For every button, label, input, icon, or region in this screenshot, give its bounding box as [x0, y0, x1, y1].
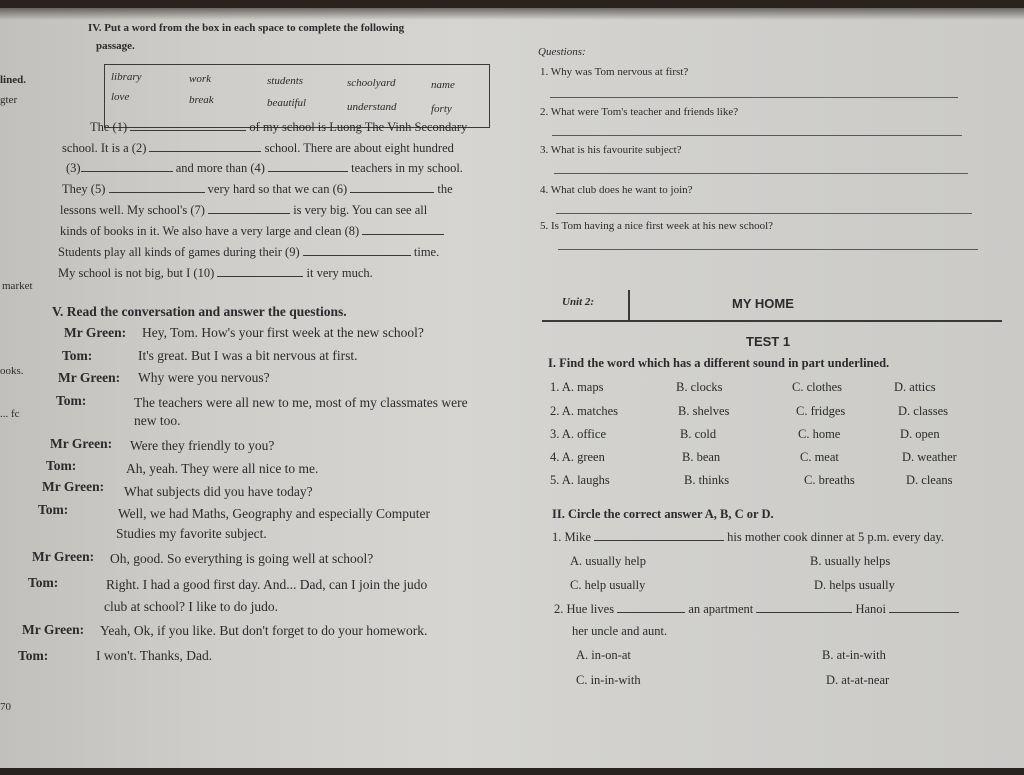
mc-option: C. in-in-with [576, 673, 641, 687]
dialogue-line: I won't. Thanks, Dad. [96, 648, 213, 663]
speaker: Mr Green: [58, 370, 121, 385]
option-row-2c: C. fridges [796, 404, 846, 418]
box-word: name [431, 79, 455, 91]
dialogue-line: club at school? I like to do judo. [104, 599, 278, 614]
dialogue-line: Oh, good. So everything is going well at school? [110, 551, 374, 566]
mc-question-2-cont: her uncle and aunt. [572, 624, 668, 638]
textbook-page [0, 8, 1024, 768]
dialogue-line: new too. [134, 413, 181, 428]
speaker: Mr Green: [64, 325, 127, 340]
mc-option: B. usually helps [810, 554, 891, 568]
dialogue-line: The teachers were all new to me, most of my classmates were [134, 395, 468, 410]
option-row-1c: C. clothes [792, 380, 842, 394]
option-row-2d: D. classes [898, 404, 948, 418]
section-1-heading: I. Find the word which has a different sound in part underlined. [548, 356, 890, 370]
question-3: 3. What is his favourite subject? [540, 144, 682, 156]
exercise-5-heading: V. Read the conversation and answer the questions. [52, 304, 347, 319]
dialogue-line: Hey, Tom. How's your first week at the new school? [142, 325, 424, 340]
option-row-1a: 1. A. maps [550, 380, 604, 394]
option-row-1b: B. clocks [676, 380, 723, 394]
option-row-1d: D. attics [894, 380, 936, 394]
box-word: work [189, 73, 211, 85]
question-2: 2. What were Tom's teacher and friends like? [540, 106, 739, 118]
speaker: Mr Green: [32, 549, 95, 564]
passage-line: My school is not big, but I (10) it very much. [58, 266, 373, 280]
answer-line [552, 134, 962, 136]
passage-line: The (1) of my school is Luong The Vinh Secondary [90, 120, 468, 134]
box-word: forty [431, 103, 452, 115]
dialogue-line: Yeah, Ok, if you like. But don't forget to do your homework. [100, 623, 428, 638]
box-word: break [189, 94, 214, 106]
margin-fragment: lined. [0, 74, 26, 86]
option-row-3a: 3. A. office [550, 427, 607, 441]
speaker: Mr Green: [22, 622, 85, 637]
speaker: Tom: [56, 393, 87, 408]
speaker: Tom: [62, 348, 93, 363]
box-word: beautiful [267, 97, 307, 109]
option-row-2b: B. shelves [678, 404, 730, 418]
option-row-5a: 5. A. laughs [550, 473, 610, 487]
box-word: schoolyard [347, 77, 396, 89]
option-row-3c: C. home [798, 427, 841, 441]
option-row-5d: D. cleans [906, 473, 953, 487]
option-row-3d: D. open [900, 427, 940, 441]
mc-option: C. help usually [570, 578, 646, 592]
passage-line: lessons well. My school's (7) is very big. You can see all [60, 203, 428, 217]
option-row-4a: 4. A. green [550, 450, 605, 464]
answer-line [558, 248, 978, 250]
exercise-4-heading: passage. [96, 40, 135, 52]
speaker: Tom: [38, 502, 69, 517]
word-box [104, 64, 490, 128]
unit-title: MY HOME [732, 296, 794, 311]
speaker: Tom: [18, 648, 49, 663]
option-row-2a: 2. A. matches [550, 404, 619, 418]
margin-fragment: ooks. [0, 365, 24, 377]
exercise-4-heading: IV. Put a word from the box in each space to complete the following [88, 22, 405, 34]
page-number: 70 [0, 701, 11, 713]
top-shadow [0, 0, 1024, 20]
mc-option: D. helps usually [814, 578, 895, 592]
passage-line: school. It is a (2) school. There are about eight hundred [62, 141, 454, 155]
option-row-4b: B. bean [682, 450, 721, 464]
answer-line [554, 172, 968, 174]
passage-line: Students play all kinds of games during their (9) time. [58, 245, 440, 259]
mc-option: B. at-in-with [822, 648, 886, 662]
question-1: 1. Why was Tom nervous at first? [540, 66, 689, 78]
option-row-5b: B. thinks [684, 473, 730, 487]
unit-divider [628, 290, 630, 322]
questions-title: Questions: [538, 46, 586, 58]
speaker: Tom: [46, 458, 77, 473]
mc-question-2: 2. Hue lives an apartment Hanoi [554, 602, 959, 617]
passage-line: (3) and more than (4) teachers in my school. [66, 161, 463, 175]
dialogue-line: Why were you nervous? [138, 370, 270, 385]
box-word: love [111, 91, 130, 103]
dialogue-line: Well, we had Maths, Geography and especially Computer [118, 506, 430, 521]
option-row-4d: D. weather [902, 450, 957, 464]
unit-label: Unit 2: [562, 296, 595, 308]
box-word: students [267, 75, 304, 87]
mc-option: A. in-on-at [576, 648, 631, 662]
answer-line [556, 212, 972, 214]
dialogue-line: Right. I had a good first day. And... Dad, can I join the judo [106, 577, 428, 592]
dialogue-line: Ah, yeah. They were all nice to me. [126, 461, 319, 476]
mc-question-1: 1. Mike his mother cook dinner at 5 p.m. every day. [552, 530, 944, 544]
test-title: TEST 1 [746, 334, 791, 349]
question-4: 4. What club does he want to join? [540, 184, 693, 196]
box-word: library [111, 71, 142, 83]
margin-fragment: market [2, 280, 33, 292]
answer-line [550, 96, 958, 98]
option-row-5c: C. breaths [804, 473, 855, 487]
passage-line: They (5) very hard so that we can (6) the [62, 182, 453, 196]
speaker: Mr Green: [50, 436, 113, 451]
speaker: Tom: [28, 575, 59, 590]
mc-option: D. at-at-near [826, 673, 890, 687]
unit-header [542, 290, 1002, 322]
mc-option: A. usually help [570, 554, 647, 568]
margin-fragment: ... fc [0, 408, 20, 420]
question-5: 5. Is Tom having a nice first week at his new school? [540, 220, 774, 232]
dialogue-line: Studies my favorite subject. [116, 526, 267, 541]
option-row-3b: B. cold [680, 427, 717, 441]
box-word: understand [347, 101, 397, 113]
passage-line: kinds of books in it. We also have a very large and clean (8) [60, 224, 444, 239]
dialogue-line: What subjects did you have today? [124, 484, 313, 499]
dialogue-line: It's great. But I was a bit nervous at first. [138, 348, 358, 363]
section-2-heading: II. Circle the correct answer A, B, C or D. [552, 507, 774, 521]
margin-fragment: gter [0, 94, 18, 106]
option-row-4c: C. meat [800, 450, 839, 464]
speaker: Mr Green: [42, 479, 105, 494]
dialogue-line: Were they friendly to you? [130, 438, 275, 453]
